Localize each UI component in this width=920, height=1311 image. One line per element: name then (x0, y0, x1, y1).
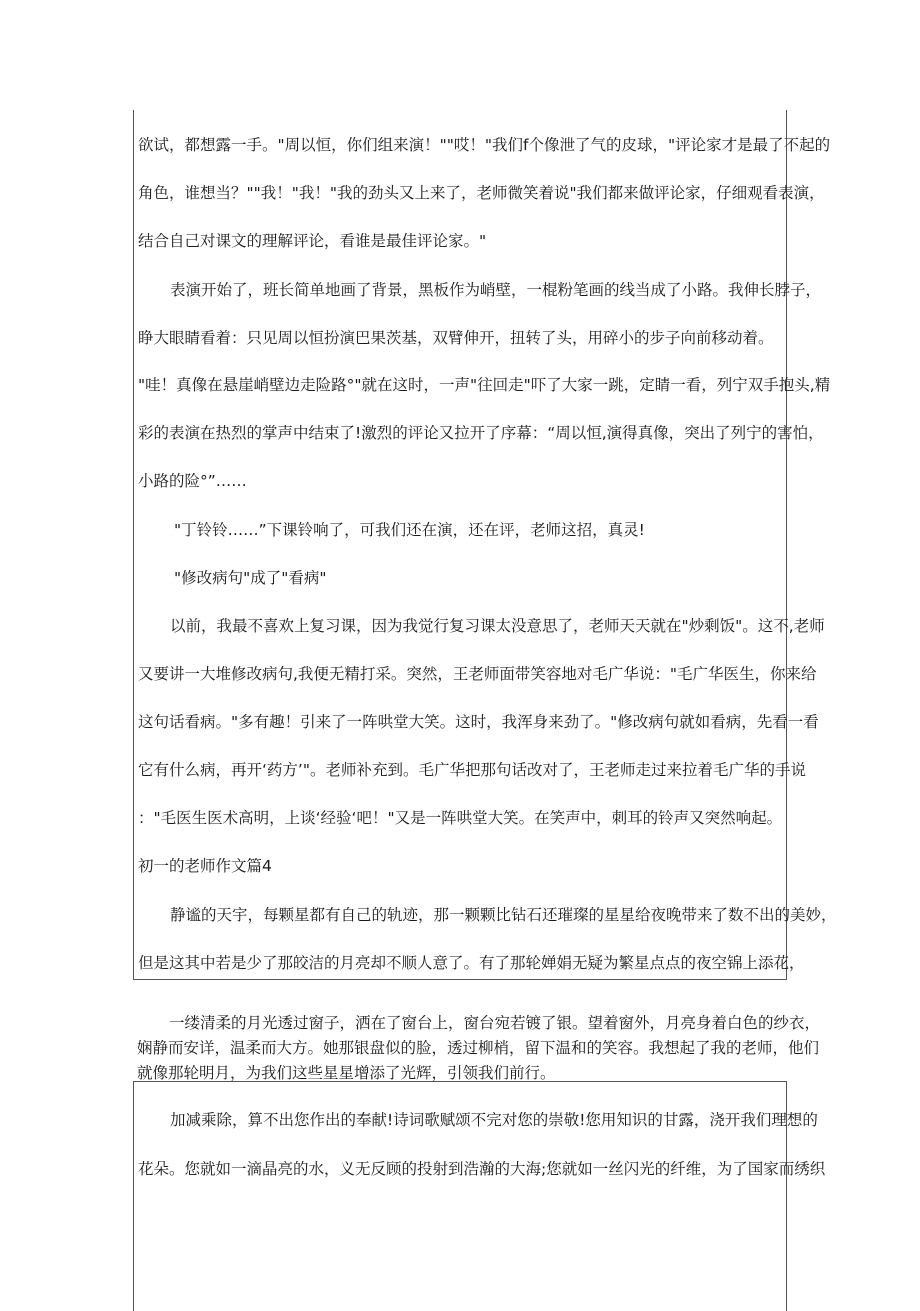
bordered-text-box-1 (133, 110, 837, 980)
text-line: 一缕清柔的月光透过窗子，洒在了窗台上，窗台宛若镀了银。望着窗外，月亮身着白色的纱衣， (169, 1014, 821, 1032)
section-heading: "修改病句"成了"看病" (174, 569, 327, 587)
bordered-text-box-2 (133, 1081, 826, 1311)
text-line: 彩的表演在热烈的掌声中结束了!激烈的评论又拉开了序幕：“周以恒,演得真像，突出了列宁的害怕， (138, 424, 824, 442)
text-line: 又要讲一大堆修改病句,我便无精打采。突然，王老师面带笑容地对毛广华说："毛广华医生，你来给 (138, 665, 817, 683)
text-line: 但是这其中若是少了那皎洁的月亮却不顺人意了。有了那轮婵娟无疑为繁星点点的夜空锦上添花， (138, 954, 805, 972)
text-line: 结合自己对课文的理解评论，看谁是最佳评论家。" (138, 232, 487, 250)
text-line: 欲试，都想露一手。"周以恒，你们组来演！""哎！"我们f个像泄了气的皮球，"评论家才是最了不起的 (138, 136, 831, 154)
text-line: 睁大眼睛看着：只见周以恒扮演巴果茨基，双臂伸开，扭转了头，用碎小的步子向前移动着。 (138, 329, 774, 347)
article-title: 初一的老师作文篇4 (138, 857, 272, 875)
text-line: 就像那轮明月，为我们这些星星增添了光辉，引领我们前行。 (137, 1064, 556, 1082)
text-line: 小路的险°”…… (138, 472, 247, 490)
text-line: 表演开始了，班长简单地画了背景，黑板作为峭壁，一棍粉笔画的线当成了小路。我伸长脖子， (170, 281, 822, 299)
text-line: 以前，我最不喜欢上复习课，因为我觉行复习课太没意思了，老师天天就在"炒剩饭"。这不,老师 (170, 617, 825, 635)
text-line: "哇！真像在悬崖峭壁边走险路°"就在这时，一声"往回走"吓了大家一跳，定睛一看，列宁双手抱头,精 (138, 376, 831, 394)
text-line: 静谧的天宇，每颗星都有自己的轨迹，那一颗颗比钻石还璀璨的星星给夜晚带来了数不出的美妙， (170, 906, 837, 924)
text-line: ："毛医生医术高明，上谈‘经验‘吧！"又是一阵哄堂大笑。在笑声中，刺耳的铃声又突然响起。 (138, 809, 783, 827)
text-line: 加减乘除，算不出您作出的奉献!诗词歌赋颂不完对您的崇敬!您用知识的甘露，浇开我们理想的 (170, 1111, 818, 1129)
text-line: 这句话看病。"多有趣！引来了一阵哄堂大笑。这时，我浑身来劲了。"修改病句就如看病，先看一看 (138, 713, 819, 731)
text-line: 花朵。您就如一滴晶亮的水，义无反顾的投射到浩瀚的大海;您就如一丝闪光的纤维，为了国家而绣织 (138, 1160, 826, 1178)
text-line: 角色，谁想当？""我！"我！"我的劲头又上来了，老师微笑着说"我们都来做评论家，仔细观看表演， (138, 184, 825, 202)
text-line: 娴静而安详，温柔而大方。她那银盘似的脸，透过柳梢，留下温和的笑容。我想起了我的老师，他们 (137, 1039, 820, 1057)
text-line: "丁铃铃……”下课铃响了，可我们还在演，还在评，老师这招，真灵! (174, 521, 645, 539)
text-line: 它有什么病，再开‘药方’"。老师补充到。毛广华把那句话改对了，王老师走过来拉着毛广华的手说 (138, 761, 806, 779)
